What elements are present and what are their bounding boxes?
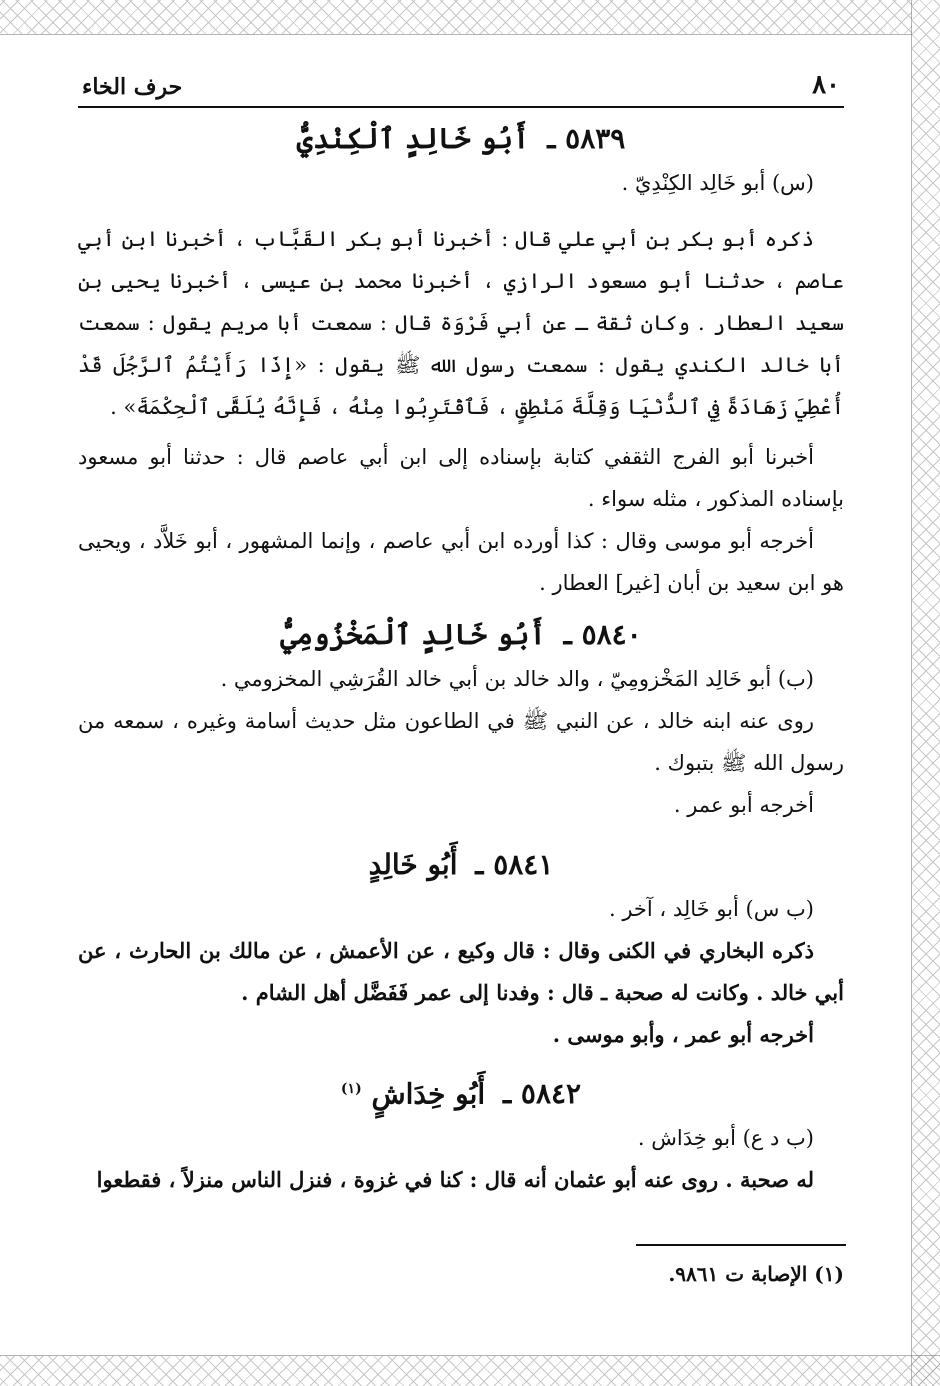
entry-title: أَبُو خَالِدٍ ٱلْكِنْدِيُّ [296, 122, 530, 155]
entry-paragraph: (ب د ع) أبو خِدَاش . [637, 1126, 814, 1151]
top-ornamental-border [0, 0, 912, 35]
footnote-marker: (١) [340, 1081, 362, 1097]
bottom-ornamental-border [0, 1355, 940, 1386]
entry-paragraph: أخبرنا أبو الفرج الثقفي كتابة بإسناده إلى ابن أبي عاصم قال : حدثنا أبو مسعود بإسناده المذكور ، مثله سواء . [78, 445, 844, 511]
entry-heading [78, 612, 844, 658]
page-header [78, 60, 844, 108]
entry-5841 [78, 842, 844, 1056]
page-body [78, 60, 844, 1201]
entry-number: ٥٨٤٢ ـ [502, 1077, 582, 1111]
entry-heading [78, 842, 844, 888]
entry-5839 [78, 116, 844, 604]
entry-paragraph: ذكره أبو بكر بن أبي علي قال : أخبرنا أبو بكر القَبَّاب ، أخبرنا ابن أبي عاصم ، حدثنا أبو مسعود الرازي ، أخبرنا محمد بن عيسى ، أخبرنا يحيى بن سعيد العطار . وكان ثقة ـ عن أبي فَرْوَة قال : سمعت أبا مريم يقول : سمعت أبا خالد الكندي يقول : سمعت رسول الله ﷺ يقول : «إِذَا رَأَيْتُمُ ٱلرَّجُلَ قَدْ أُعْطِيَ زَهَادَةً فِي ٱلدُّنْيَا وَقِلَّةَ مَنْطِقٍ ، فَٱقْتَرِبُوا مِنْهُ ، فَإِنَّهُ يُلَقَّى ٱلْحِكْمَةَ» . [78, 227, 844, 419]
entry-5840 [78, 612, 844, 826]
entry-heading [78, 116, 844, 162]
entry-paragraph: روى عنه ابنه خالد ، عن النبي ﷺ في الطاعون مثل حديث أسامة وغيره ، سمعه من رسول الله ﷺ بتبوك . [78, 709, 844, 775]
entry-paragraph: (ب س) أبو خَالِد ، آخر . [608, 897, 814, 921]
footnote-divider [636, 1244, 846, 1246]
entry-paragraph: (ب) أبو خَالِد المَخْزومِيّ ، والد خالد بن أبي خالد القُرَشِي المخزومي . [220, 667, 814, 691]
entry-number: ٥٨٤١ ـ [475, 848, 554, 881]
right-ornamental-border [911, 0, 940, 1386]
entry-paragraph: أخرجه أبو موسى وقال : كذا أورده ابن أبي عاصم ، وإنما المشهور ، أبو خَلاَّد ، ويحيى هو ابن سعيد بن أبان [غير] العطار . [78, 529, 844, 595]
page-number: ٨٠ [812, 70, 840, 100]
running-title: حرف الخاء [82, 74, 183, 100]
entry-5842 [78, 1066, 844, 1201]
entry-title: أَبُو خَالِدٍ [368, 848, 458, 881]
entry-heading [78, 1066, 844, 1117]
entry-number: ٥٨٤٠ ـ [563, 618, 642, 651]
footnote: (١) الإصابة ت ٩٨٦١. [668, 1262, 844, 1286]
entry-number: ٥٨٣٩ ـ [547, 122, 626, 155]
entry-title: أَبُو خَالِدٍ ٱلْمَخْزُومِيُّ [280, 618, 546, 651]
entry-paragraph: (س) أبو خَالِد الكِنْدِيّ . [621, 171, 814, 195]
entry-paragraph: ذكره البخاري في الكنى وقال : قال وكيع ، عن الأعمش ، عن مالك بن الحارث ، عن أبي خالد . وكانت له صحبة ـ قال : وفدنا إلى عمر فَفَضَّل أهل الشام . [78, 938, 844, 1005]
entry-paragraph: أخرجه أبو عمر . [673, 793, 814, 817]
entry-title: أَبُو خِدَاشٍ [371, 1077, 486, 1111]
entry-paragraph: له صحبة . روى عنه أبو عثمان أنه قال : كنا في غزوة ، فنزل الناس منزلاً ، فقطعوا [96, 1167, 814, 1193]
entry-paragraph: أخرجه أبو عمر ، وأبو موسى . [552, 1022, 814, 1047]
